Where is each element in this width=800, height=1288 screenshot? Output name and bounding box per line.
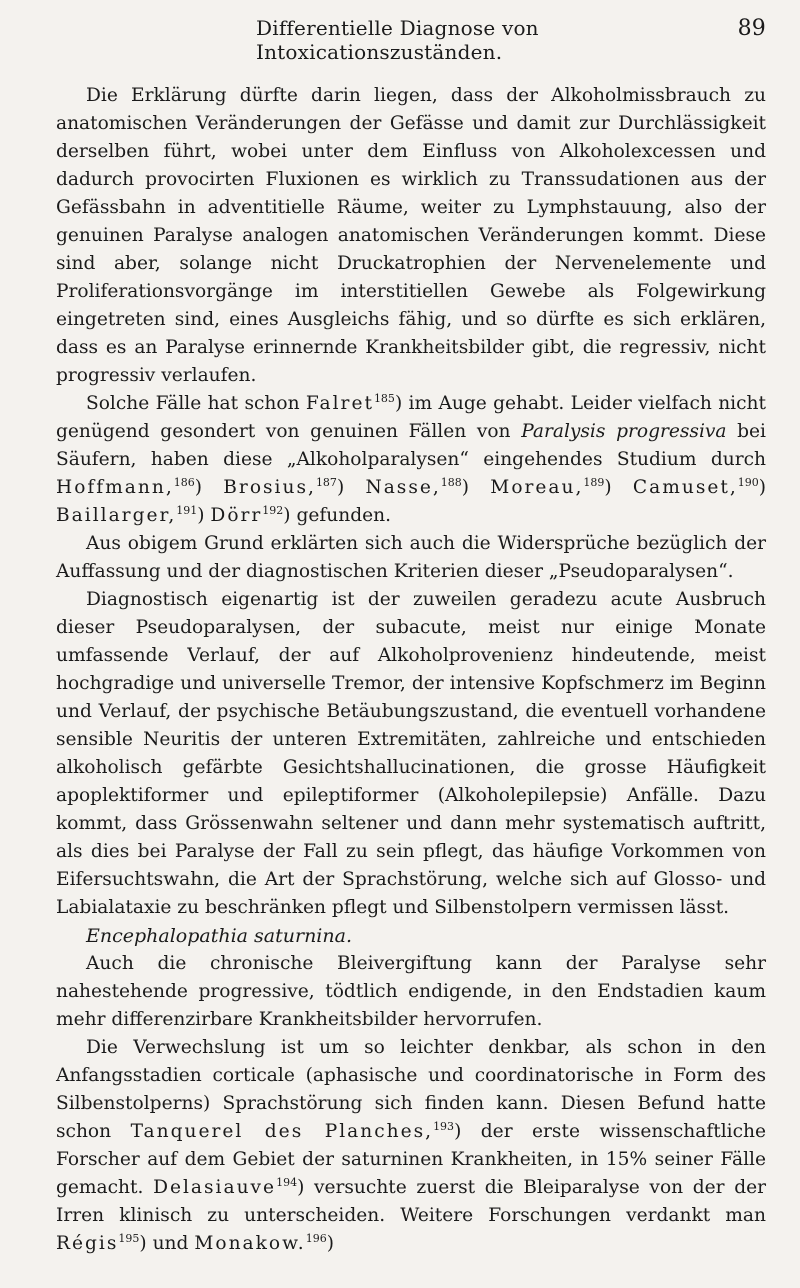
author-name: Nasse, bbox=[365, 477, 441, 498]
text: Solche Fälle hat schon bbox=[86, 393, 306, 414]
footnote-ref: 187 bbox=[315, 476, 337, 489]
text: ) und bbox=[139, 1233, 195, 1254]
author-name: Tanquerel des Planches, bbox=[130, 1121, 434, 1142]
author-name: Régis bbox=[56, 1233, 119, 1254]
text: ) bbox=[326, 1233, 334, 1254]
footnote-ref: 194 bbox=[276, 1176, 298, 1189]
body-text bbox=[56, 82, 766, 1258]
paragraph-6 bbox=[56, 1034, 766, 1258]
footnote-ref: 193 bbox=[433, 1120, 455, 1133]
footnote-ref: 189 bbox=[583, 476, 605, 489]
text: ) versuchte zuerst die Bleiparalyse von der der Irren klinisch zu unterscheiden. Weitere Forschungen verdankt man bbox=[56, 1177, 767, 1226]
footnote-ref: 192 bbox=[262, 504, 284, 517]
footnote-ref: 191 bbox=[176, 504, 198, 517]
footnote-ref: 186 bbox=[173, 476, 195, 489]
footnote-ref: 185 bbox=[373, 392, 395, 405]
text: ) gefunden. bbox=[283, 505, 391, 526]
paragraph-2 bbox=[56, 390, 766, 530]
paragraph-4: Diagnostisch eigenartig ist der zuweilen geradezu acute Ausbruch dieser Pseudoparalysen, der subacute, meist nur einige Monate umfassende Verlauf, der auf Alkoholprovenienz hindeutende, meist hochgradige und universelle Tremor, der intensive Kopfschmerz im Beginn und Verlauf, der psychische Betäubungszustand, die eventuell vorhandene sensible Neuritis der unteren Extremitäten, zahlreiche und entschieden alkoholisch gefärbte Gesichtshallucinationen, die grosse Häufigkeit apoplektiformer und epileptiformer (Alkoholepilepsie) Anfälle. Dazu kommt, dass Grössenwahn seltener und dann mehr systematisch auftritt, als dies bei Paralyse der Fall zu sein pflegt, das häufige Vorkommen von Eifersuchtswahn, die Art der Sprachstörung, welche sich auf Glosso- und Labialataxie zu beschränken pflegt und Silbenstolpern vermissen lässt. bbox=[56, 589, 766, 918]
text: ) bbox=[194, 477, 224, 498]
author-name: Monakow. bbox=[194, 1233, 306, 1254]
paragraph-3: Aus obigem Grund erklärten sich auch die Widersprüche bezüglich der Auffassung und der diagnostischen Kriterien dieser „Pseudoparalysen“. bbox=[56, 533, 766, 582]
author-name: Falret bbox=[305, 393, 374, 414]
text: ) bbox=[604, 477, 633, 498]
text: ) bbox=[197, 505, 211, 526]
running-head-title: Differentielle Diagnose von Intoxicationszuständen. bbox=[256, 16, 539, 64]
footnote-ref: 195 bbox=[118, 1232, 140, 1245]
text: bei Säufern, haben diese „Alkoholparalysen“ eingehendes Studium durch bbox=[56, 421, 766, 470]
text: ) der erste wissenschaftliche Forscher auf dem Gebiet der saturninen Krankheiten, in 15% seiner Fälle gemacht. bbox=[56, 1121, 766, 1198]
author-name: Dörr bbox=[210, 505, 263, 526]
author-name: Moreau, bbox=[490, 477, 584, 498]
running-head bbox=[256, 16, 766, 64]
section-heading: Encephalopathia saturnina. bbox=[86, 925, 352, 947]
text: ) bbox=[336, 477, 366, 498]
author-name: Hoffmann, bbox=[56, 477, 174, 498]
footnote-ref: 196 bbox=[305, 1232, 327, 1245]
author-name: Delasiauve bbox=[153, 1177, 277, 1198]
paragraph-1: Die Erklärung dürfte darin liegen, dass der Alkoholmissbrauch zu anatomischen Veränderungen der Gefässe und damit zur Durchlässigkeit derselben führt, wobei unter dem Einfluss von Alkoholexcessen und dadurch provocirten Fluxionen es wirklich zu Transsudationen aus der Gefässbahn in adventitielle Räume, weiter zu Lymphstauung, also der genuinen Paralyse analogen anatomischen Veränderungen kommt. Diese sind aber, solange nicht Druckatrophien der Nervenelemente und Proliferationsvorgänge im interstitiellen Gewebe als Folgewirkung eingetreten sind, eines Ausgleichs fähig, und so dürfte es sich erklären, dass es an Paralyse erinnernde Krankheitsbilder gibt, die regressiv, nicht progressiv verlaufen. bbox=[56, 85, 766, 386]
author-name: Brosius, bbox=[223, 477, 316, 498]
text: ) bbox=[461, 477, 491, 498]
text: ) im Auge gehabt. Leider vielfach nicht genügend gesondert von genuinen Fällen von bbox=[56, 393, 766, 442]
italic-term: Paralysis progressiva bbox=[521, 421, 727, 442]
author-name: Camuset, bbox=[632, 477, 738, 498]
footnote-ref: 188 bbox=[440, 476, 462, 489]
text: ) bbox=[758, 477, 767, 498]
footnote-ref: 190 bbox=[737, 476, 759, 489]
text: Die Verwechslung ist um so leichter denkbar, als schon in den Anfangsstadien corticale (aphasische und coordinatorische in Form des Silbenstolperns) Sprachstörung sich finden kann. Diesen Befund hatte schon bbox=[56, 1037, 766, 1142]
paragraph-5: Auch die chronische Bleivergiftung kann der Paralyse sehr nahestehende progressive, tödtlich endigende, in den Endstadien kaum mehr differenzirbare Krankheitsbilder hervorrufen. bbox=[56, 953, 766, 1030]
page-number: 89 bbox=[737, 16, 766, 41]
author-name: Baillarger, bbox=[56, 505, 177, 526]
